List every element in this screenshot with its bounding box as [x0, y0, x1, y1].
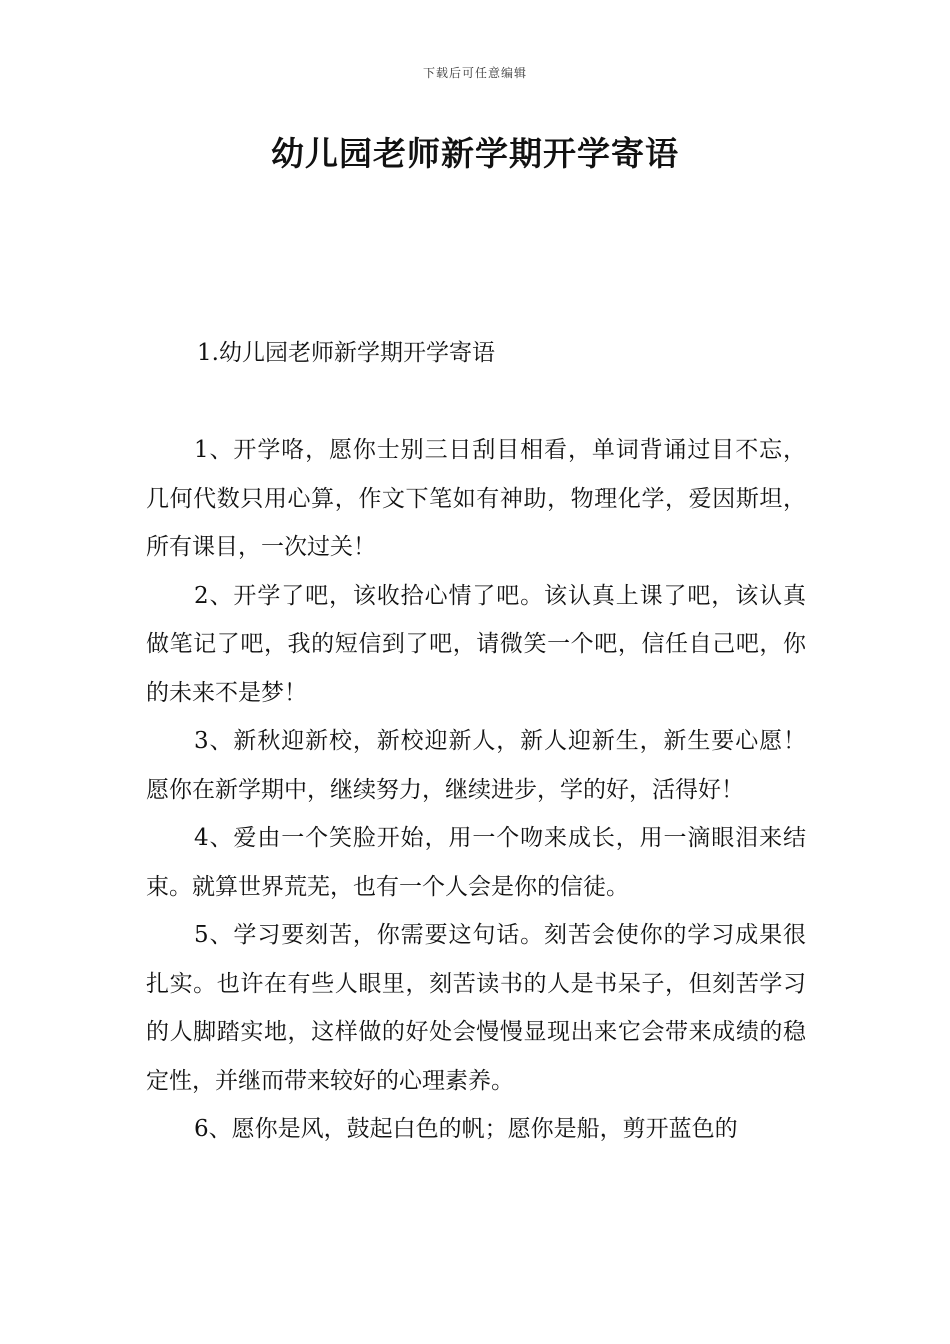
paragraph-2: 2、开学了吧，该收拾心情了吧。该认真上课了吧，该认真做笔记了吧，我的短信到了吧，请微笑一个吧，信任自己吧，你的未来不是梦！: [146, 582, 806, 706]
paragraph-4: 4、爱由一个笑脸开始，用一个吻来成长，用一滴眼泪来结束。就算世界荒芜，也有一个人会是你的信徒。: [146, 825, 806, 900]
header-note: 下载后可任意编辑: [422, 66, 527, 80]
paragraph-3: 3、新秋迎新校，新校迎新人，新人迎新生，新生要心愿！愿你在新学期中，继续努力，继续进步，学的好，活得好！: [146, 728, 806, 803]
paragraph-5: 5、学习要刻苦，你需要这句话。刻苦会使你的学习成果很扎实。也许在有些人眼里，刻苦读书的人是书呆子，但刻苦学习的人脚踏实地，这样做的好处会慢慢显现出来它会带来成绩的稳定性，并继而带来较好的心理素养。: [146, 922, 806, 1094]
section-heading: 1.幼儿园老师新学期开学寄语: [197, 340, 495, 366]
paragraph-6: 6、愿你是风，鼓起白色的帆；愿你是船，剪开蓝色的: [194, 1116, 738, 1142]
paragraph-1: 1、开学咯，愿你士别三日刮目相看，单词背诵过目不忘，几何代数只用心算，作文下笔如有神助，物理化学，爱因斯坦，所有课目，一次过关！: [146, 437, 806, 560]
document-title: 幼儿园老师新学期开学寄语: [271, 134, 679, 173]
body-text: [146, 426, 806, 1154]
